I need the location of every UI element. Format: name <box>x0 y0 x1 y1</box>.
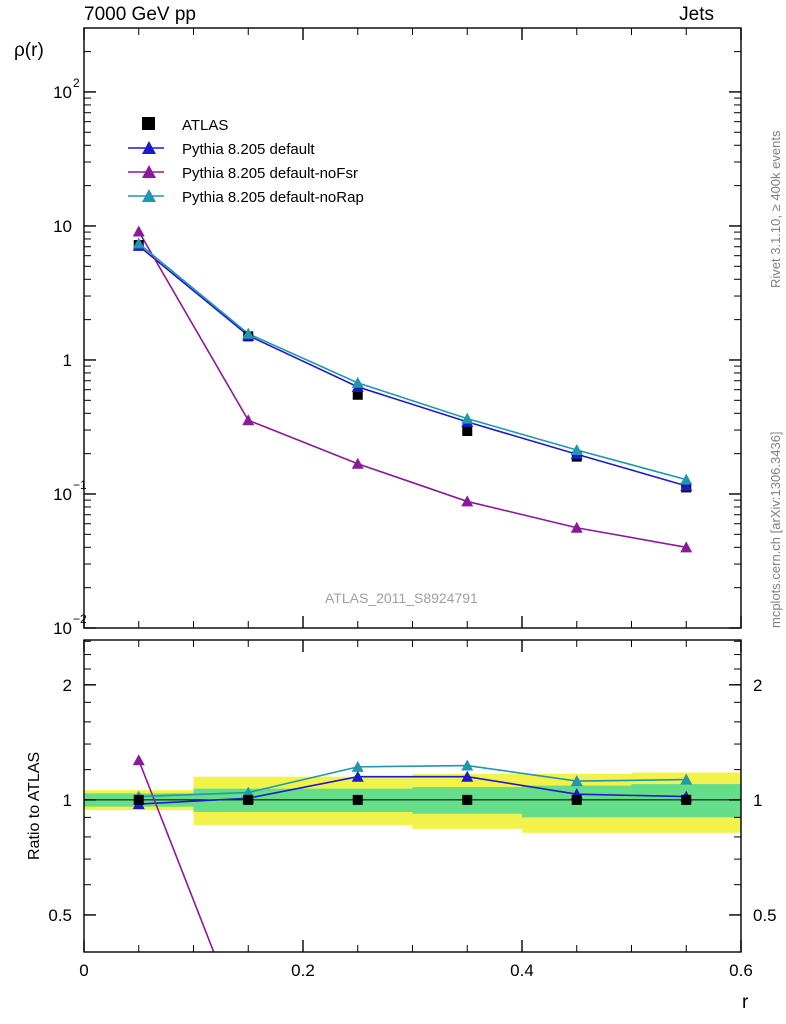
y-axis-title-ratio: Ratio to ATLAS <box>26 751 43 860</box>
x-tick-label: 0 <box>79 961 89 980</box>
header-process-label: Jets <box>679 4 714 25</box>
legend-label: ATLAS <box>182 117 229 134</box>
series-marker <box>352 458 364 469</box>
ratio-series-marker <box>133 754 145 765</box>
legend-label: Pythia 8.205 default-noRap <box>182 189 364 206</box>
y-tick-exponent: 2 <box>73 75 80 90</box>
header-beam-label: 7000 GeV pp <box>84 4 196 25</box>
ratio-reference-marker <box>134 795 144 805</box>
side-label-mcplots: mcplots.cern.ch [arXiv:1306.3436] <box>768 431 783 628</box>
x-tick-label: 0.4 <box>510 961 534 980</box>
x-tick-label: 0.2 <box>291 961 315 980</box>
y-tick-exponent: −2 <box>73 612 87 626</box>
ratio-y-tick-label: 0.5 <box>48 905 72 925</box>
x-tick-label: 0.6 <box>729 961 753 980</box>
legend-label: Pythia 8.205 default-noFsr <box>182 165 358 182</box>
ratio-y-tick-label-right: 2 <box>753 675 763 695</box>
legend-marker <box>142 117 155 130</box>
series-line <box>139 246 687 486</box>
ratio-reference-marker <box>462 795 472 805</box>
y-tick-exponent: −1 <box>73 477 87 492</box>
ratio-reference-marker <box>353 795 363 805</box>
series-line <box>139 231 687 547</box>
legend-label: Pythia 8.205 default <box>182 141 315 158</box>
ratio-y-tick-label: 1 <box>62 790 72 810</box>
analysis-watermark: ATLAS_2011_S8924791 <box>325 590 478 606</box>
series-marker <box>461 495 473 506</box>
series-marker <box>242 414 254 425</box>
y-tick-label: 10 <box>53 216 72 236</box>
ratio-reference-marker <box>572 795 582 805</box>
ratio-y-tick-label-right: 0.5 <box>753 905 777 925</box>
series-marker <box>133 225 145 236</box>
side-label-rivet: Rivet 3.1.10, ≥ 400k events <box>768 130 783 288</box>
ratio-y-tick-label-right: 1 <box>753 790 763 810</box>
y-tick-label: 1 <box>62 350 72 370</box>
y-tick-label: 10 <box>53 484 72 504</box>
y-tick-label: 10 <box>53 619 72 638</box>
x-axis-title: r <box>742 992 749 1013</box>
ratio-y-tick-label: 2 <box>62 675 72 695</box>
main-series-group <box>133 225 693 552</box>
ratio-reference-marker <box>243 795 253 805</box>
y-tick-label: 10 <box>53 82 72 102</box>
series-marker <box>462 426 472 436</box>
series-line <box>139 243 687 479</box>
y-axis-title-main: ρ(r) <box>14 40 44 61</box>
series-marker <box>352 377 364 388</box>
series-marker <box>461 413 473 424</box>
ratio-reference-marker <box>681 795 691 805</box>
